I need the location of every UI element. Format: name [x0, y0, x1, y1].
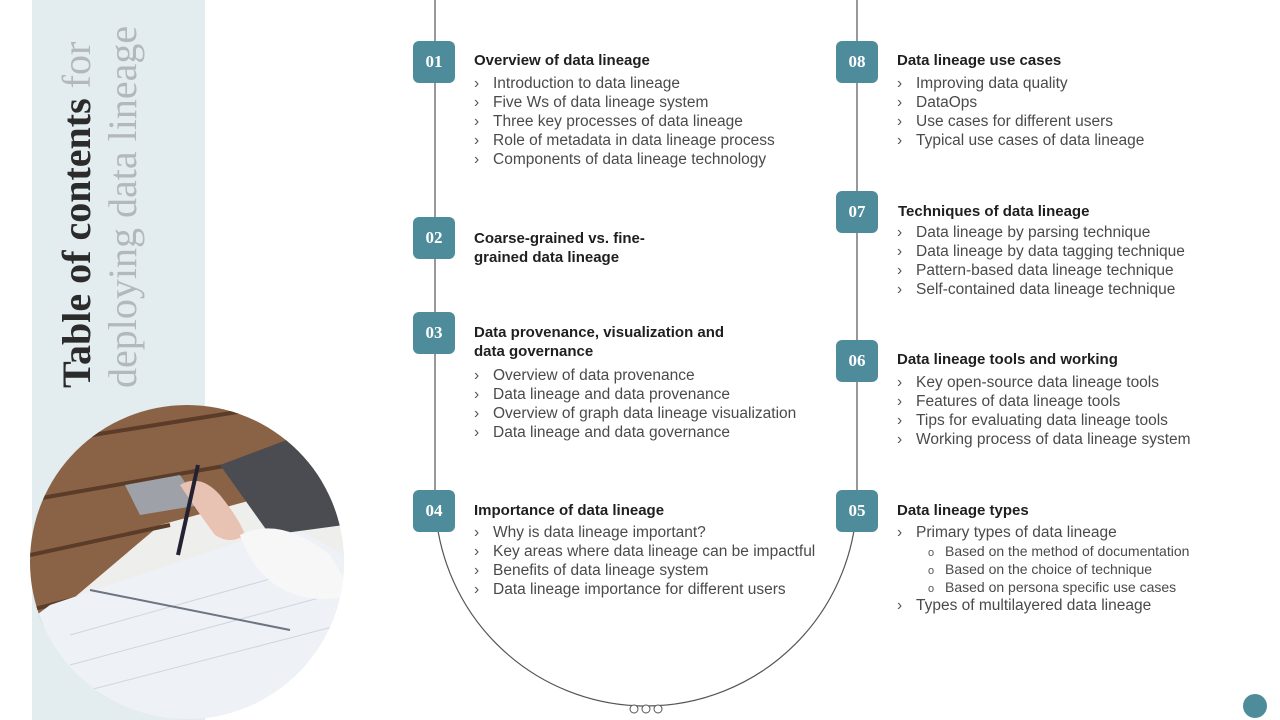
section-title — [474, 323, 724, 361]
section-title-line: Data lineage types — [897, 502, 1029, 519]
section-title — [897, 51, 1061, 70]
section-title-line: Data provenance, visualization and — [474, 324, 725, 341]
list-item: › Data lineage by data tagging technique — [897, 243, 1185, 260]
decorative-dot — [1243, 694, 1267, 718]
chevron-right-icon: › — [474, 524, 480, 541]
list-item: › DataOps — [897, 94, 978, 111]
section-number-badge: 02 — [413, 217, 455, 259]
list-item: › Data lineage by parsing technique — [897, 224, 1151, 241]
chevron-right-icon: › — [897, 262, 903, 279]
section-items — [897, 74, 1144, 150]
section-number-badge: 08 — [836, 41, 878, 83]
section-number-badge: 07 — [836, 191, 878, 233]
chevron-right-icon: › — [897, 281, 903, 298]
nested-items — [897, 542, 1189, 596]
circle-bullet-icon: o — [928, 583, 935, 595]
title-line-2: deploying data lineage — [100, 25, 145, 388]
list-item: › Data lineage and data governance — [474, 424, 730, 441]
section-number-badge: 01 — [413, 41, 455, 83]
section-items — [897, 523, 1189, 615]
list-item: › Typical use cases of data lineage — [897, 132, 1145, 149]
list-item: › Tips for evaluating data lineage tools — [897, 412, 1168, 429]
chevron-right-icon: › — [474, 132, 480, 149]
list-item: › Data lineage and data provenance — [474, 386, 730, 403]
list-item: › Role of metadata in data lineage process — [474, 132, 775, 149]
list-item: › Features of data lineage tools — [897, 393, 1121, 410]
chevron-right-icon: › — [897, 132, 903, 149]
section-number-badge: 03 — [413, 312, 455, 354]
section-number-badge: 06 — [836, 340, 878, 382]
title-suffix: for — [54, 41, 99, 99]
section-title — [897, 350, 1118, 369]
chevron-right-icon: › — [474, 75, 480, 92]
chevron-right-icon: › — [897, 524, 903, 541]
list-item: › Benefits of data lineage system — [474, 562, 709, 579]
nested-list-item: o Based on persona specific use cases — [928, 578, 1189, 596]
section-items — [474, 74, 775, 169]
chevron-right-icon: › — [474, 543, 480, 560]
list-item: › Types of multilayered data lineage — [897, 597, 1152, 614]
section-title-line: Data lineage use cases — [897, 52, 1062, 69]
chevron-right-icon: › — [474, 113, 480, 130]
list-item: › Pattern-based data lineage technique — [897, 262, 1174, 279]
section-title — [474, 501, 664, 520]
section-title — [474, 229, 645, 267]
chevron-right-icon: › — [897, 224, 903, 241]
chevron-right-icon: › — [897, 374, 903, 391]
list-item: › Use cases for different users — [897, 113, 1113, 130]
list-item: › Introduction to data lineage — [474, 75, 680, 92]
chevron-right-icon: › — [474, 94, 480, 111]
section-title-line: Importance of data lineage — [474, 502, 665, 519]
section-title — [898, 202, 1089, 221]
section-title — [897, 501, 1029, 520]
circle-bullet-icon: o — [928, 565, 935, 577]
list-item: › Overview of graph data lineage visualization — [474, 405, 797, 422]
circle-bullet-icon: o — [928, 547, 935, 559]
chevron-right-icon: › — [897, 393, 903, 410]
list-item: › Working process of data lineage system — [897, 431, 1191, 448]
chevron-right-icon: › — [474, 424, 480, 441]
list-item-group — [897, 542, 1189, 596]
chevron-right-icon: › — [897, 113, 903, 130]
chevron-right-icon: › — [474, 562, 480, 579]
list-item: › Key open-source data lineage tools — [897, 374, 1159, 391]
list-item: › Key areas where data lineage can be impactful — [474, 543, 816, 560]
list-item: › Improving data quality — [897, 75, 1068, 92]
chevron-right-icon: › — [474, 405, 480, 422]
chevron-right-icon: › — [474, 367, 480, 384]
chevron-right-icon: › — [474, 386, 480, 403]
section-title-line: Overview of data lineage — [474, 52, 650, 69]
chevron-right-icon: › — [897, 412, 903, 429]
chevron-right-icon: › — [897, 75, 903, 92]
list-item: › Three key processes of data lineage — [474, 113, 743, 130]
section-title-line: data governance — [474, 343, 594, 360]
chevron-right-icon: › — [897, 431, 903, 448]
section-title-line: Techniques of data lineage — [898, 203, 1090, 220]
list-item: › Primary types of data lineage — [897, 524, 1117, 541]
list-item: › Components of data lineage technology — [474, 151, 767, 168]
section-title — [474, 51, 650, 70]
nested-list-item: o Based on the method of documentation — [928, 542, 1189, 560]
list-item: › Why is data lineage important? — [474, 524, 706, 541]
section-number-badge: 05 — [836, 490, 878, 532]
chevron-right-icon: › — [474, 581, 480, 598]
section-title-line: Coarse-grained vs. fine- — [474, 230, 645, 247]
nested-list-item: o Based on the choice of technique — [928, 560, 1189, 578]
chevron-right-icon: › — [897, 597, 903, 614]
section-title-line: Data lineage tools and working — [897, 351, 1118, 368]
chevron-right-icon: › — [897, 94, 903, 111]
list-item: › Self-contained data lineage technique — [897, 281, 1176, 298]
chevron-right-icon: › — [897, 243, 903, 260]
title-bold: Table of contents — [54, 98, 99, 388]
list-item: › Overview of data provenance — [474, 367, 695, 384]
list-item: › Five Ws of data lineage system — [474, 94, 709, 111]
section-items — [474, 366, 796, 442]
section-items — [897, 223, 1185, 299]
section-items — [897, 373, 1191, 449]
list-item: › Data lineage importance for different users — [474, 581, 786, 598]
section-number-badge: 04 — [413, 490, 455, 532]
section-items — [474, 523, 815, 599]
section-title-line: grained data lineage — [474, 249, 620, 266]
chevron-right-icon: › — [474, 151, 480, 168]
